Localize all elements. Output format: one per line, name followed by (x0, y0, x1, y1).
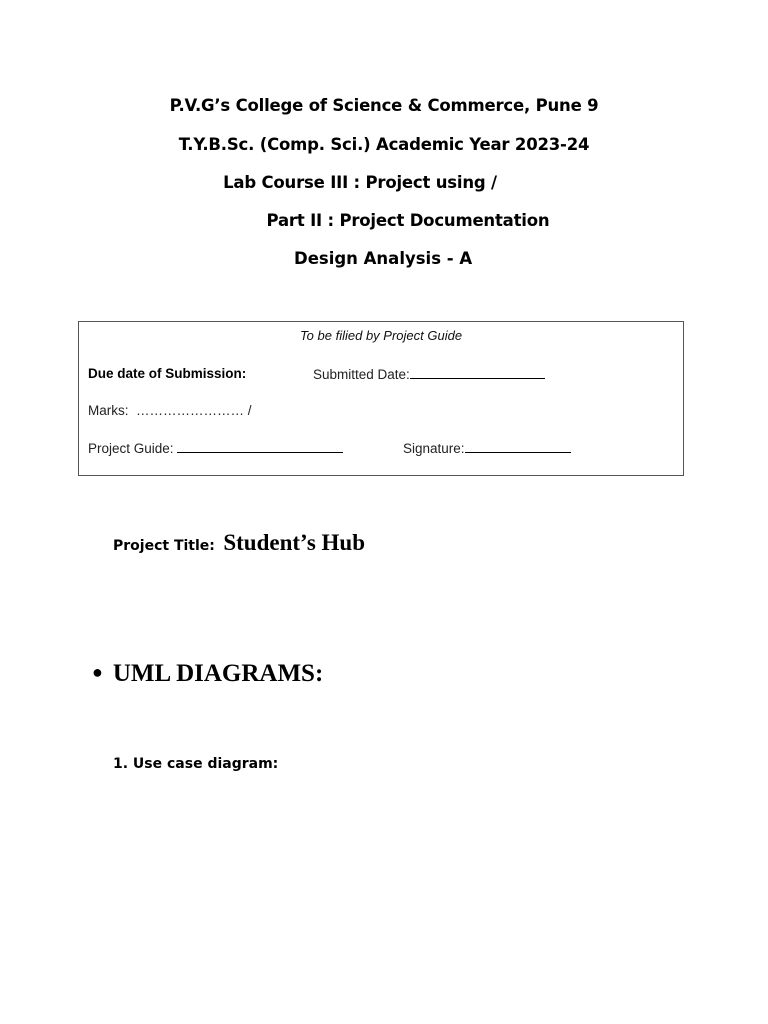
submitted-date-label: Submitted Date: (313, 367, 410, 382)
uml-heading-text: UML DIAGRAMS: (112, 660, 324, 687)
project-guide-field (88, 440, 343, 456)
project-guide-label: Project Guide: (88, 441, 174, 456)
marks-field (88, 403, 252, 418)
signature-blank (465, 440, 571, 453)
guide-box-note: To be filied by Project Guide (299, 328, 463, 343)
course-year: T.Y.B.Sc. (Comp. Sci.) Academic Year 2023-24 (178, 135, 590, 154)
college-name: P.V.G’s College of Science & Commerce, Pune 9 (169, 96, 599, 115)
lab-course: Lab Course III : Project using / (223, 173, 497, 192)
part-title: Part II : Project Documentation (266, 211, 550, 230)
use-case-item: 1. Use case diagram: (113, 756, 279, 772)
submitted-date-field (313, 366, 545, 382)
guide-fill-box (78, 321, 684, 476)
due-date-label: Due date of Submission: (88, 366, 247, 381)
marks-dots: …………………… / (136, 403, 252, 418)
section-title: Design Analysis - A (294, 249, 473, 268)
project-guide-blank (177, 440, 343, 453)
project-title-value: Student’s Hub (223, 530, 366, 555)
signature-label: Signature: (403, 441, 465, 456)
bullet-icon: ● (92, 662, 103, 682)
signature-field (403, 440, 571, 456)
project-title (113, 530, 365, 556)
uml-heading (92, 660, 323, 688)
project-title-label: Project Title: (113, 538, 215, 554)
marks-label: Marks: (88, 403, 129, 418)
submitted-date-blank (410, 366, 545, 379)
